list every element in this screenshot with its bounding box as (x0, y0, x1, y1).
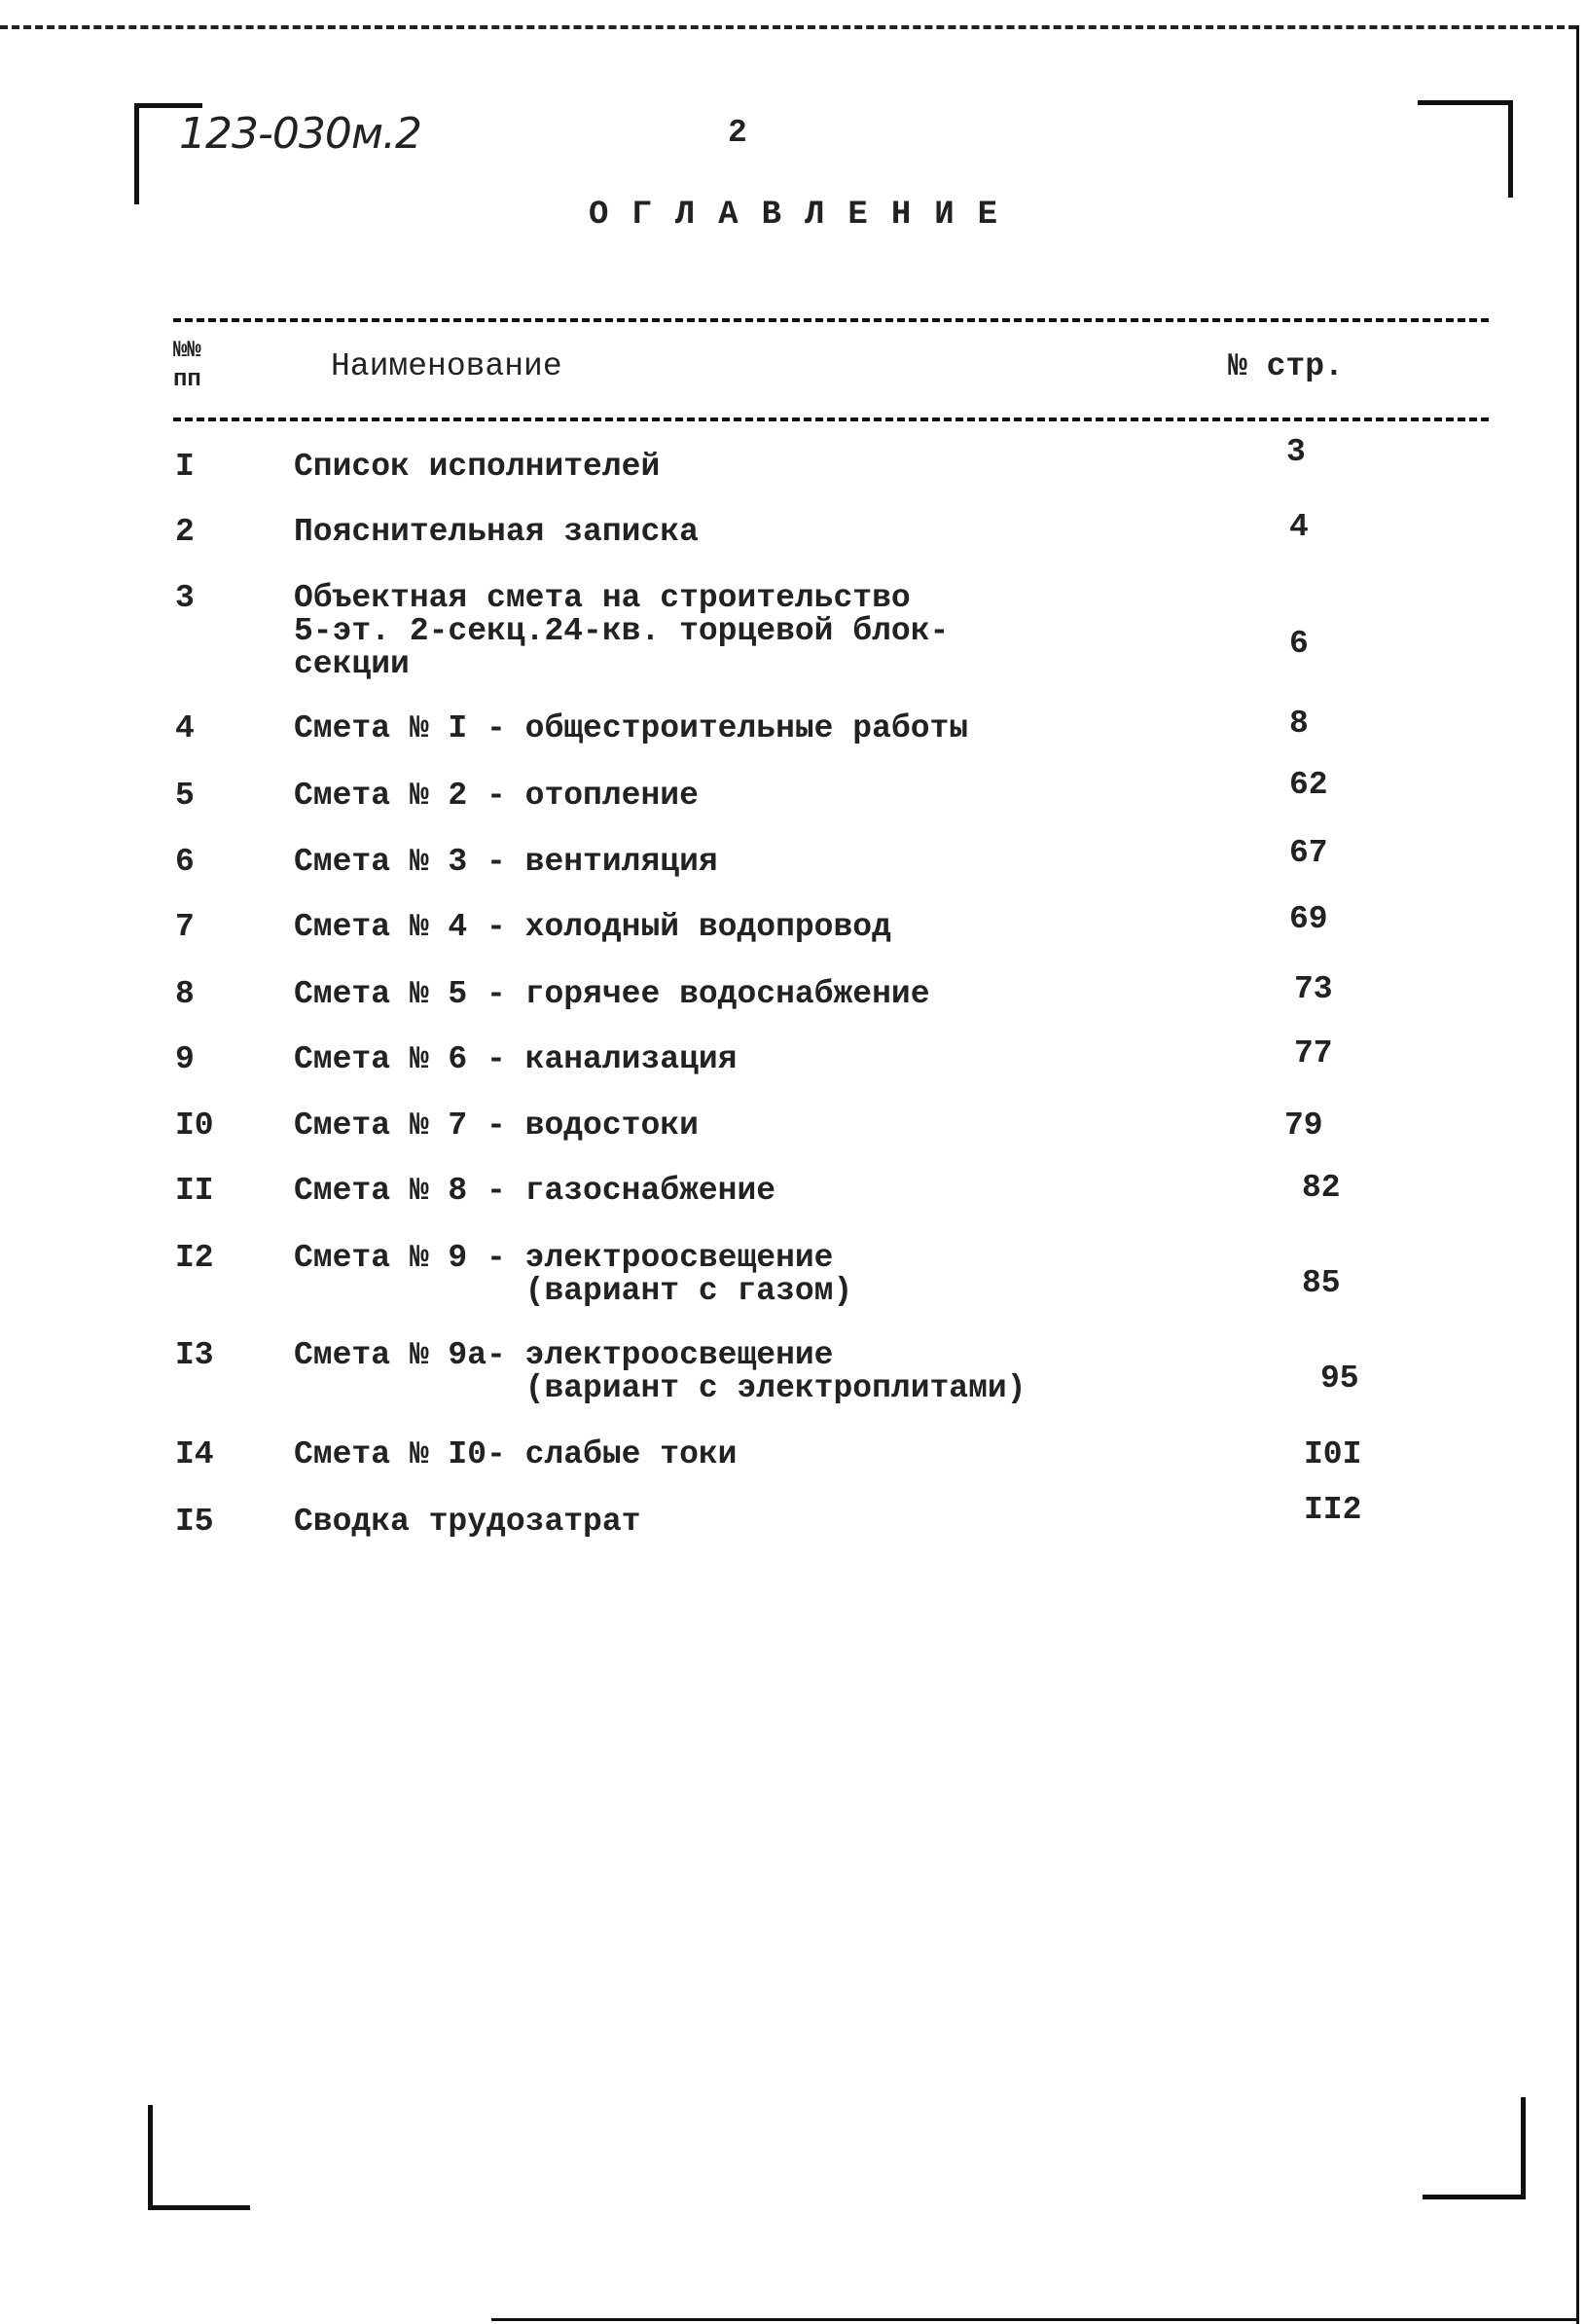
row-title: Смета № 2 - отопление (294, 778, 699, 814)
document-code: 123-030м.2 (179, 109, 422, 159)
row-page: 4 (1289, 509, 1309, 545)
corner-mark-bottom-left (148, 2105, 153, 2209)
row-title: Смета № 9а- электроосвещение (вариант с электроплитами) (294, 1337, 1027, 1406)
row-page: 3 (1286, 434, 1306, 470)
row-number: I0 (175, 1108, 214, 1144)
row-title: Смета № 3 - вентиляция (294, 844, 718, 880)
row-page: 85 (1302, 1265, 1341, 1301)
row-number: I4 (175, 1436, 214, 1472)
bottom-edge-line (491, 2318, 1579, 2321)
corner-mark-bottom-right-horizontal (1423, 2195, 1526, 2199)
row-title: Сводка трудозатрат (294, 1504, 641, 1540)
row-page: 8 (1289, 706, 1309, 742)
row-title: Список исполнителей (294, 449, 661, 485)
corner-mark-top-right-vertical (1508, 100, 1513, 198)
table-header-bottom-rule (173, 418, 1489, 421)
row-page: 6 (1289, 626, 1309, 662)
row-page: 95 (1320, 1361, 1359, 1397)
row-number: I5 (175, 1504, 214, 1540)
row-number: 9 (175, 1041, 195, 1077)
row-number: 7 (175, 909, 195, 945)
row-number: 8 (175, 976, 195, 1012)
row-page: 67 (1289, 835, 1328, 871)
page-number: 2 (728, 115, 747, 151)
row-number: I3 (175, 1337, 214, 1373)
corner-mark-top-right (1418, 100, 1513, 105)
header-name: Наименование (331, 348, 562, 384)
row-page: 82 (1302, 1170, 1341, 1206)
row-title: Смета № I - общестроительные работы (294, 710, 969, 746)
page-title: ОГЛАВЛЕНИЕ (589, 197, 1022, 234)
row-title: Смета № 4 - холодный водопровод (294, 909, 891, 945)
row-number: I (175, 449, 195, 485)
table-top-rule (173, 318, 1489, 322)
header-number: №№ пп (173, 338, 201, 393)
row-page: I0I (1304, 1436, 1362, 1472)
row-page: II2 (1304, 1492, 1362, 1528)
corner-mark-top-left (134, 103, 202, 108)
corner-mark-bottom-left-horizontal (148, 2205, 250, 2210)
row-title: Пояснительная записка (294, 514, 699, 550)
row-page: 69 (1289, 901, 1328, 937)
corner-mark-top-left-vertical (134, 103, 139, 204)
row-title: Смета № 6 - канализация (294, 1041, 738, 1077)
row-number: 6 (175, 844, 195, 880)
row-title: Смета № 7 - водостоки (294, 1108, 699, 1144)
row-number: 3 (175, 580, 195, 616)
row-number: II (175, 1173, 214, 1209)
row-title: Смета № 8 - газоснабжение (294, 1173, 776, 1209)
row-page: 62 (1289, 767, 1328, 803)
row-number: 2 (175, 514, 195, 550)
row-number: 4 (175, 710, 195, 746)
row-number: 5 (175, 778, 195, 814)
row-title: Смета № 9 - электроосвещение (вариант с газом) (294, 1240, 853, 1309)
right-edge-line (1576, 25, 1579, 2324)
row-page: 73 (1294, 971, 1333, 1007)
row-page: 79 (1284, 1108, 1323, 1144)
row-title: Смета № 5 - горячее водоснабжение (294, 976, 930, 1012)
row-page: 77 (1294, 1035, 1333, 1071)
row-title: Смета № I0- слабые токи (294, 1436, 738, 1472)
header-page: № стр. (1228, 348, 1344, 384)
top-edge-dashed-line (0, 25, 1576, 29)
row-number: I2 (175, 1240, 214, 1276)
row-title: Объектная смета на строительство 5-эт. 2-секц.24-кв. торцевой блок- секции (294, 580, 950, 682)
corner-mark-bottom-right (1521, 2097, 1526, 2198)
